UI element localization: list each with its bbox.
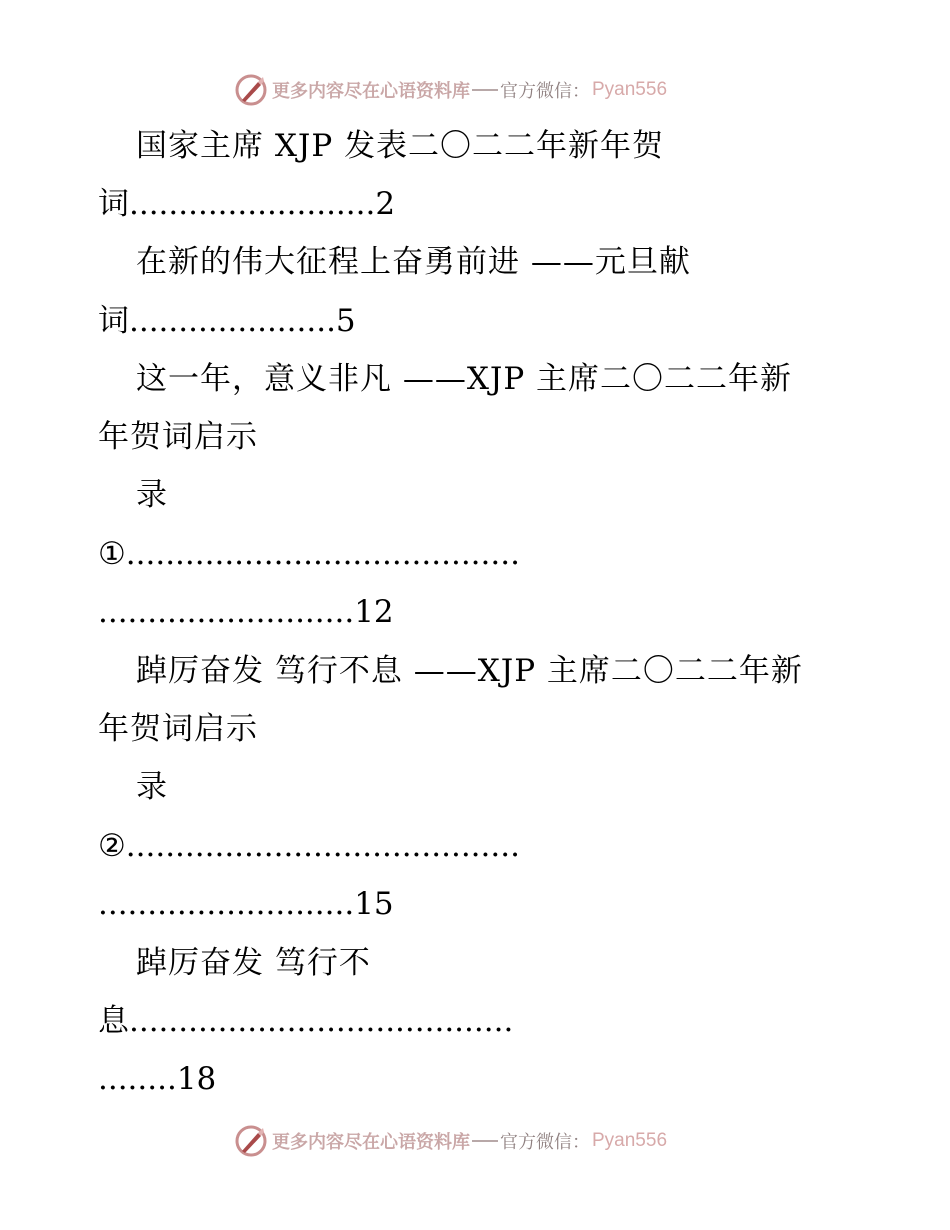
- footer-watermark-banner: [234, 1121, 667, 1161]
- banner-wechat-id: Pyan556: [592, 1130, 668, 1151]
- toc-line-16: 息.......................................: [98, 1003, 514, 1039]
- banner-text: 更多内容尽在心语资料库: [272, 1132, 470, 1153]
- toc-line-17: ........18: [98, 1061, 217, 1097]
- toc-line-6: 年贺词启示: [98, 419, 258, 455]
- toc-line-4: 词.....................5: [98, 303, 356, 339]
- toc-line-10: 踔厉奋发 笃行不息 ——XJP 主席二〇二二年新: [136, 653, 803, 689]
- banner-wechat-label: 官方微信：: [500, 81, 590, 102]
- toc-line-7: 录: [136, 477, 168, 513]
- quill-logo-icon: [234, 73, 268, 107]
- header-watermark-banner: [234, 70, 667, 110]
- toc-line-13: ②........................................: [98, 828, 520, 864]
- toc-line-2: 词.........................2: [98, 186, 396, 222]
- quill-logo-icon: [234, 1124, 268, 1158]
- toc-line-14: ..........................15: [98, 886, 394, 922]
- banner-wechat-id: Pyan556: [592, 79, 668, 100]
- banner-divider: [472, 89, 498, 91]
- toc-line-5: 这一年，意义非凡 ——XJP 主席二〇二二年新: [136, 361, 793, 397]
- banner-divider: [472, 1140, 498, 1142]
- toc-line-3: 在新的伟大征程上奋勇前进 ——元旦献: [136, 244, 691, 280]
- toc-line-15: 踔厉奋发 笃行不: [136, 945, 371, 981]
- toc-line-11: 年贺词启示: [98, 711, 258, 747]
- banner-text: 更多内容尽在心语资料库: [272, 81, 470, 102]
- banner-wechat-label: 官方微信：: [500, 1132, 590, 1153]
- toc-line-12: 录: [136, 769, 168, 805]
- toc-line-9: ..........................12: [98, 594, 394, 630]
- toc-line-1: 国家主席 XJP 发表二〇二二年新年贺: [136, 128, 665, 164]
- toc-line-8: ①........................................: [98, 536, 520, 572]
